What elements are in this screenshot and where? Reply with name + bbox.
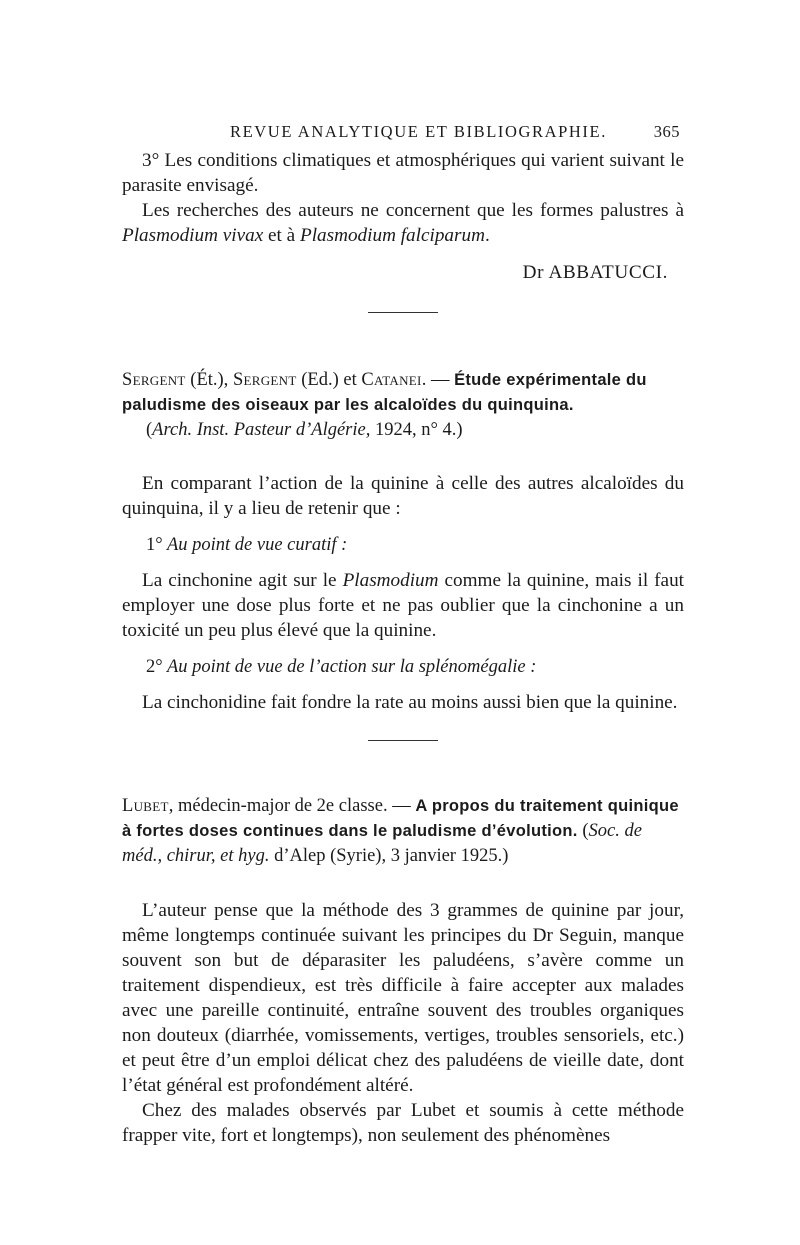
article-1-subheading-2: 2° Au point de vue de l’action sur la splénomégalie :	[146, 657, 537, 677]
section-divider	[368, 312, 438, 313]
article-1-reference: Sergent (Ét.), Sergent (Ed.) et Catanei. — Étude expérimentale du paludisme des oiseaux par les alcaloïdes du quinquina. (Arch. Inst. Pasteur d’Algérie, 1924, n° 4.)	[122, 370, 647, 440]
article-1-paragraph-3: La cinchonidine fait fondre la rate au moins aussi bien que la quinine.	[142, 692, 678, 713]
article-2-reference: Lubet, médecin-major de 2e classe. — A propos du traitement quinique à fortes doses continues dans le paludisme d’évolution. (Soc. de méd., chirur, et hyg. d’Alep (Syrie), 3 janvier 1925.)	[122, 796, 679, 866]
header-title: REVUE ANALYTIQUE ET BIBLIOGRAPHIE.	[230, 122, 607, 141]
journal-name: Soc. de méd., chirur, et hyg.	[122, 821, 642, 866]
section-divider	[368, 740, 438, 741]
author-name: Sergent	[122, 370, 186, 390]
page-number: 365	[653, 122, 680, 141]
species-vivax: Plasmodium vivax	[122, 225, 264, 246]
document-page	[122, 120, 684, 1148]
journal-name: Arch. Inst. Pasteur d’Algérie,	[152, 420, 371, 440]
signature: Dr ABBATUCCI.	[522, 262, 668, 283]
article-1-title: Étude expérimentale du paludisme des oiseaux par les alcaloïdes du quinquina.	[122, 371, 647, 414]
intro-research-paragraph: Les recherches des auteurs ne concernent que les formes palustres à Plasmodium vivax et à Plasmodium falciparum.	[122, 200, 684, 246]
running-header	[122, 120, 684, 148]
author-name: Catanei	[361, 370, 422, 390]
author-name: Sergent	[232, 370, 297, 390]
article-1-paragraph-1: En comparant l’action de la quinine à celle des autres alcaloïdes du quinquina, il y a lieu de retenir que :	[122, 473, 684, 519]
article-2-paragraph-2: Chez des malades observés par Lubet et soumis à cette méthode frapper vite, fort et longtemps), non seulement des phénomènes	[122, 1100, 684, 1146]
article-1-paragraph-2: La cinchonine agit sur le Plasmodium comme la quinine, mais il faut employer une dose plus forte et ne pas oublier que la cinchonine a un toxicité un peu plus élevé que la quinine.	[122, 570, 684, 641]
article-1-subheading-1: 1° Au point de vue curatif :	[146, 535, 348, 555]
intro-point-3: 3° Les conditions climatiques et atmosphériques qui varient suivant le parasite envisagé.	[122, 150, 684, 196]
article-2-paragraph-1: L’auteur pense que la méthode des 3 grammes de quinine par jour, même longtemps continuée suivant les principes du Dr Seguin, manque souvent son but de déparasiter les paludéens, s’avère comme un traitement dispendieux, est très difficile à faire accepter aux malades avec une pareille continuité, entraîne souvent des troubles organiques non douteux (diarrhée, vomissements, vertiges, troubles sensoriels, etc.) et peut être d’un emploi délicat chez des paludéens de vieille date, dont l’état général est profondément altéré.	[122, 900, 684, 1096]
species-falciparum: Plasmodium falciparum	[299, 225, 485, 246]
article-2-title: A propos du traitement quinique à fortes doses continues dans le paludisme d’évolution.	[122, 797, 679, 840]
author-name: Lubet	[122, 796, 169, 816]
